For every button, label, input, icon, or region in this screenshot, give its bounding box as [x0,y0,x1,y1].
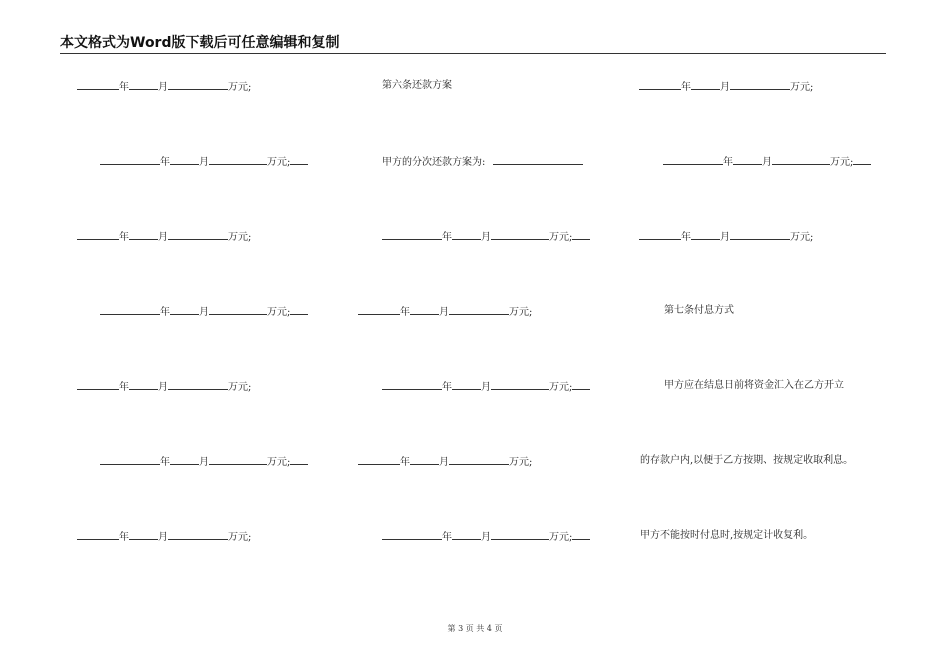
amount-label: 万元; [228,232,252,243]
blank-extra[interactable] [572,530,590,540]
year-label: 年 [119,382,129,393]
year-label: 年 [681,232,691,243]
blank-month[interactable] [691,230,720,240]
interest-paragraph-line-2: 的存款户内,以便于乙方按期、按规定收取利息。 [640,455,854,466]
blank-year[interactable] [100,155,160,165]
blank-month[interactable] [129,230,158,240]
month-label: 月 [158,532,168,543]
date-amount-line [77,380,251,394]
blank-extra[interactable] [572,230,590,240]
year-label: 年 [160,457,170,468]
blank-year[interactable] [77,380,119,390]
page-header-title: 本文格式为Word版下载后可任意编辑和复制 [60,35,340,51]
article-6-title: 第六条还款方案 [382,80,452,91]
blank-month[interactable] [170,455,199,465]
blank-month[interactable] [410,455,439,465]
month-label: 月 [481,382,491,393]
blank-year[interactable] [639,230,681,240]
blank-amount[interactable] [168,530,228,540]
installment-plan-line [382,155,583,169]
date-amount-line [77,530,251,544]
blank-amount[interactable] [491,380,549,390]
blank-amount[interactable] [209,455,267,465]
date-amount-line [382,530,590,544]
year-label: 年 [160,157,170,168]
blank-amount[interactable] [730,80,790,90]
date-amount-line [100,305,308,319]
blank-amount[interactable] [168,230,228,240]
amount-label: 万元; [267,307,291,318]
amount-label: 万元; [228,82,252,93]
year-label: 年 [442,232,452,243]
year-label: 年 [400,307,410,318]
blank-year[interactable] [77,530,119,540]
month-label: 月 [158,82,168,93]
amount-label: 万元; [228,532,252,543]
amount-label: 万元; [790,232,814,243]
year-label: 年 [119,82,129,93]
interest-paragraph-line-3: 甲方不能按时付息时,按规定计收复利。 [640,530,814,541]
date-amount-line [358,455,532,469]
article-7-title: 第七条付息方式 [664,305,734,316]
blank-month[interactable] [129,380,158,390]
installment-plan-label: 甲方的分次还款方案为: [382,157,486,168]
month-label: 月 [720,82,730,93]
blank-month[interactable] [410,305,439,315]
date-amount-line [100,155,308,169]
blank-year[interactable] [382,230,442,240]
amount-label: 万元; [267,457,291,468]
year-label: 年 [119,532,129,543]
month-label: 月 [439,457,449,468]
blank-month[interactable] [452,380,481,390]
date-amount-line [382,230,590,244]
month-label: 月 [481,532,491,543]
amount-label: 万元; [549,532,573,543]
month-label: 月 [439,307,449,318]
blank-plan[interactable] [493,155,583,165]
date-amount-line [382,380,590,394]
blank-year[interactable] [382,380,442,390]
year-label: 年 [160,307,170,318]
year-label: 年 [442,532,452,543]
blank-month[interactable] [452,230,481,240]
blank-extra[interactable] [572,380,590,390]
year-label: 年 [723,157,733,168]
blank-year[interactable] [358,305,400,315]
blank-amount[interactable] [730,230,790,240]
blank-year[interactable] [382,530,442,540]
blank-amount[interactable] [449,455,509,465]
month-label: 月 [199,457,209,468]
blank-amount[interactable] [209,155,267,165]
date-amount-line [639,230,813,244]
blank-year[interactable] [100,305,160,315]
blank-month[interactable] [129,80,158,90]
blank-amount[interactable] [168,80,228,90]
blank-year[interactable] [77,230,119,240]
blank-amount[interactable] [491,530,549,540]
year-label: 年 [119,232,129,243]
amount-label: 万元; [267,157,291,168]
blank-year[interactable] [663,155,723,165]
amount-label: 万元; [790,82,814,93]
month-label: 月 [762,157,772,168]
amount-label: 万元; [549,232,573,243]
blank-month[interactable] [733,155,762,165]
month-label: 月 [199,157,209,168]
blank-amount[interactable] [209,305,267,315]
date-amount-line [77,230,251,244]
blank-month[interactable] [452,530,481,540]
blank-year[interactable] [77,80,119,90]
year-label: 年 [442,382,452,393]
year-label: 年 [681,82,691,93]
blank-extra[interactable] [290,155,308,165]
date-amount-line [100,455,308,469]
blank-amount[interactable] [449,305,509,315]
amount-label: 万元; [549,382,573,393]
amount-label: 万元; [228,382,252,393]
blank-amount[interactable] [772,155,830,165]
blank-month[interactable] [691,80,720,90]
date-amount-line [663,155,871,169]
amount-label: 万元; [509,307,533,318]
blank-month[interactable] [129,530,158,540]
blank-month[interactable] [170,155,199,165]
page-number: 第 3 页 共 4 页 [447,624,503,633]
blank-year[interactable] [639,80,681,90]
month-label: 月 [158,382,168,393]
month-label: 月 [199,307,209,318]
blank-amount[interactable] [168,380,228,390]
blank-year[interactable] [100,455,160,465]
date-amount-line [358,305,532,319]
date-amount-line [77,80,251,94]
header-rule [60,53,886,54]
blank-extra[interactable] [853,155,871,165]
blank-month[interactable] [170,305,199,315]
month-label: 月 [481,232,491,243]
interest-paragraph-line-1: 甲方应在结息日前将资金汇入在乙方开立 [664,380,844,391]
amount-label: 万元; [509,457,533,468]
blank-extra[interactable] [290,305,308,315]
blank-year[interactable] [358,455,400,465]
amount-label: 万元; [830,157,854,168]
date-amount-line [639,80,813,94]
month-label: 月 [158,232,168,243]
blank-extra[interactable] [290,455,308,465]
month-label: 月 [720,232,730,243]
blank-amount[interactable] [491,230,549,240]
year-label: 年 [400,457,410,468]
